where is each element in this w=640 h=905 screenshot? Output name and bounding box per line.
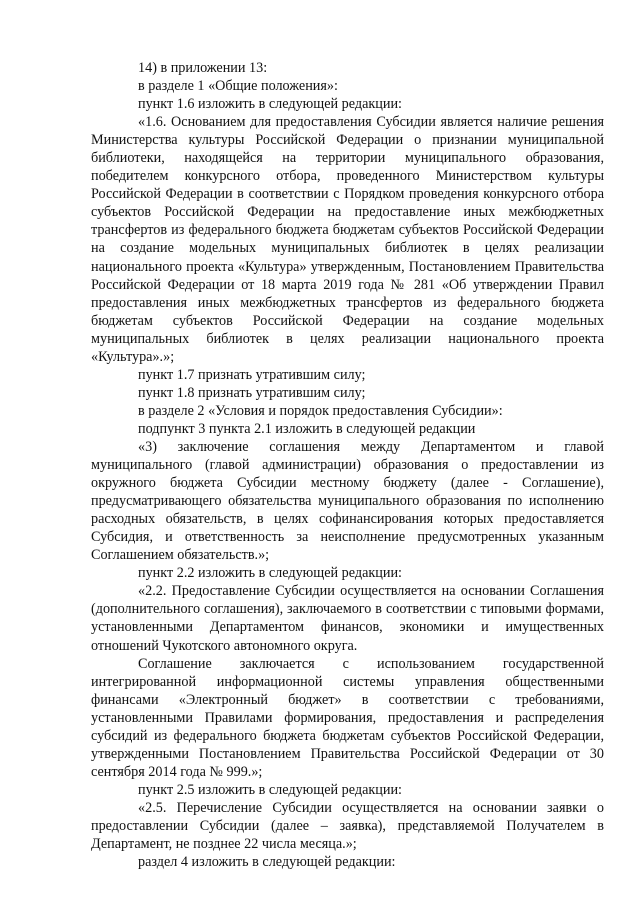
paragraph-clause-1-7: пункт 1.7 признать утратившим силу;	[138, 366, 366, 383]
paragraph-section-2: в разделе 2 «Условия и порядок предоставления Субсидии»:	[138, 402, 503, 419]
paragraph-section-4-intro: раздел 4 изложить в следующей редакции:	[138, 854, 396, 871]
paragraph-subclause-3-text: «3) заключение соглашения между Департаментом и главой муниципального (главой администрации) образования о предоставлении из окружного бюджета Субсидии местному бюджету (далее - Соглашение), предусматривающего обязательства муниципального образования по исполнению расходных обязательств, в целях софинансирования которых предоставляется Субсидия, и ответственность за неисполнение предусмотренных указанным Соглашением обязательств.»;	[91, 438, 604, 564]
paragraph-appendix-13: 14) в приложении 13:	[138, 60, 268, 76]
paragraph-clause-1-6-intro: пункт 1.6 изложить в следующей редакции:	[138, 96, 402, 113]
paragraph-clause-2-5-text: «2.5. Перечисление Субсидии осуществляется на основании заявки о предоставлении Субсидии (далее – заявка), представляемой Получателем в Департамент, не позднее 22 числа месяца.»;	[91, 799, 604, 853]
paragraph-clause-2-5-intro: пункт 2.5 изложить в следующей редакции:	[138, 781, 402, 798]
paragraph-clause-1-6-text: «1.6. Основанием для предоставления Субсидии является наличие решения Министерства культуры Российской Федерации о признании муниципальной библиотеки, находящейся на территории муниципального образования, победителем конкурсного отбора, проведенного Министерством культуры Российской Федерации в соответствии с Порядком проведения конкурсного отбора субъектов Российской Федерации на предоставление иных межбюджетных трансфертов из федерального бюджета бюджетам субъектов Российской Федерации на создание модельных муниципальных библиотек в целях реализации национального проекта «Культура» утвержденным, Постановлением Правительства Российской Федерации от 18 марта 2019 года № 281 «Об утверждении Правил предоставления иных межбюджетных трансфертов из федерального бюджета бюджетам субъектов Российской Федерации на создание модельных муниципальных библиотек в целях реализации национального проекта «Культура».»;	[91, 114, 604, 365]
paragraph-agreement-text: Соглашение заключается с использованием государственной интегрированной информационной системы управления общественными финансами «Электронный бюджет» в соответствии с требованиями, установленными Правилами формирования, предоставления и распределения субсидий из федерального бюджета бюджетам субъектов Российской Федерации, утвержденными Постановлением Правительства Российской Федерации от 30 сентября 2014 года № 999.»;	[91, 655, 604, 780]
document-body	[91, 59, 604, 871]
paragraph-clause-2-2-text: «2.2. Предоставление Субсидии осуществляется на основании Соглашения (дополнительного соглашения), заключаемого в соответствии с типовыми формами, установленными Департаментом финансов, экономики и имущественных отношений Чукотского автономного округа.	[91, 583, 604, 654]
paragraph-clause-1-8: пункт 1.8 признать утратившим силу;	[138, 384, 366, 401]
paragraph-subclause-3-intro: подпункт 3 пункта 2.1 изложить в следующей редакции	[138, 420, 476, 437]
paragraph-clause-2-2-intro: пункт 2.2 изложить в следующей редакции:	[138, 565, 402, 582]
paragraph-section-1: в разделе 1 «Общие положения»:	[138, 78, 338, 95]
